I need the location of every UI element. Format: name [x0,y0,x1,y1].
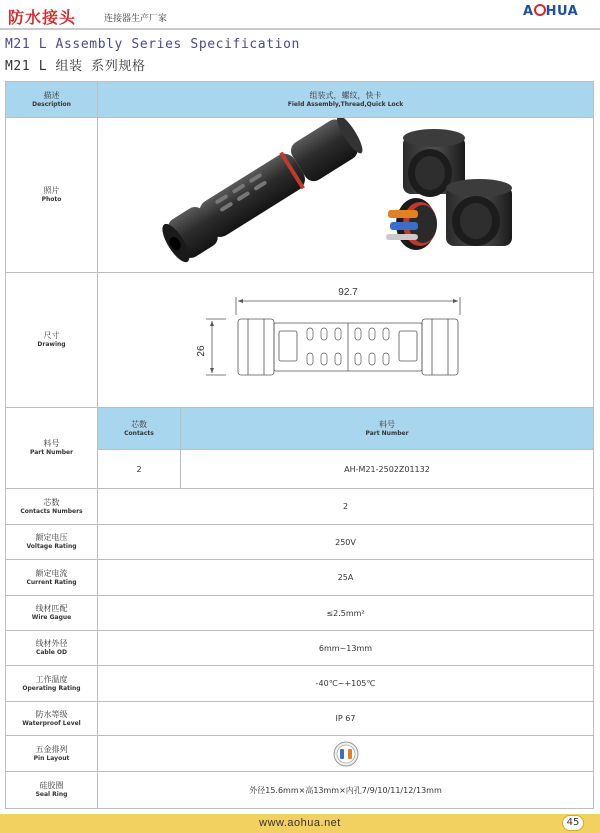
contacts-numbers-cn: 芯数 [43,497,60,507]
part-number-label-en: Part Number [29,449,74,456]
waterproof-value: IP 67 [98,702,594,736]
contacts-col-header [98,408,181,450]
operating-cn: 工作温度 [35,674,68,684]
operating-value: -40℃~+105℃ [98,666,594,702]
contacts-numbers-en: Contacts Numbers [20,507,83,515]
spec-table [5,81,594,809]
pin-layout-en: Pin Layout [33,754,70,762]
photo-cell [98,118,594,273]
photo-label-cn: 照片 [43,186,60,195]
drawing-height: 26 [196,345,207,357]
drawing-label [6,273,98,408]
page-number: 45 [562,815,584,831]
wire-gauge-en: Wire Gague [31,614,72,621]
contacts-value: 2 [98,450,181,489]
part-col-header [181,408,594,450]
cable-od-cn: 线材外径 [35,639,68,648]
description-label-cn: 描述 [43,90,60,100]
voltage-value: 250V [98,525,594,560]
photo-label-en: Photo [41,196,62,203]
header-rule [0,28,600,30]
pin-layout-cn: 五金排列 [35,744,68,754]
seal-ring-en: Seal Ring [35,791,68,798]
current-cn: 额定电流 [35,568,68,578]
logo-text-right: HUA [545,4,579,19]
drawing-length: 92.7 [338,287,358,298]
dimension-drawing [98,273,594,405]
part-col-en: Part Number [365,429,409,437]
wire-gauge-cn: 线材匹配 [35,604,68,613]
contacts-col-en: Contacts [124,429,154,437]
aohua-logo [523,4,578,19]
contacts-col-cn: 芯数 [131,419,147,429]
description-value-en: Field Assembly,Thread,Quick Lock [287,100,404,108]
operating-en: Operating Rating [22,684,81,692]
spec-title-en: M21 L Assembly Series Specification [5,37,300,52]
logo-ring-icon [534,4,546,16]
cable-od-en: Cable OD [35,649,68,656]
waterproof-cn: 防水等级 [35,709,68,719]
current-en: Current Rating [26,578,77,586]
brand-subtitle: 连接器生产厂家 [104,14,168,24]
drawing-label-en: Drawing [37,341,66,348]
voltage-label [6,525,98,560]
description-label [6,82,98,118]
pin-layout-icon [333,741,359,767]
part-number-label [6,408,98,489]
photo-label [6,118,98,273]
footer-url[interactable]: www.aohua.net [259,817,341,829]
contacts-numbers-label [6,489,98,525]
current-value: 25A [98,560,594,596]
pin-layout-cell [98,736,594,772]
contacts-numbers-value: 2 [98,489,594,525]
description-label-en: Description [32,100,71,108]
seal-ring-label [6,772,98,809]
logo-text-left: A [523,4,534,19]
voltage-en: Voltage Rating [26,543,77,550]
part-number-label-cn: 料号 [43,439,60,448]
operating-label [6,666,98,702]
current-label [6,560,98,596]
description-value-cn: 组装式，螺纹，快卡 [309,90,382,100]
seal-ring-value: 外径15.6mm×高13mm×内孔7/9/10/11/12/13mm [98,772,594,809]
wire-gauge-label [6,596,98,631]
seal-ring-cn: 硅胶圈 [39,781,64,790]
page-header [0,0,600,30]
cable-od-value: 6mm~13mm [98,631,594,666]
drawing-cell [98,273,594,408]
part-value: AH-M21-2502Z01132 [181,450,594,489]
connector-photo [98,118,594,270]
cable-od-label [6,631,98,666]
wire-gauge-value: ≤2.5mm² [98,596,594,631]
part-col-cn: 料号 [379,419,395,429]
brand-title: 防水接头 [8,8,77,27]
voltage-cn: 额定电压 [35,533,68,542]
description-value [98,82,594,118]
waterproof-en: Waterproof Level [22,719,81,727]
drawing-label-cn: 尺寸 [43,331,60,340]
waterproof-label [6,702,98,736]
spec-title-cn: M21 L 组装 系列规格 [5,59,146,74]
page-footer [0,814,600,833]
pin-layout-label [6,736,98,772]
